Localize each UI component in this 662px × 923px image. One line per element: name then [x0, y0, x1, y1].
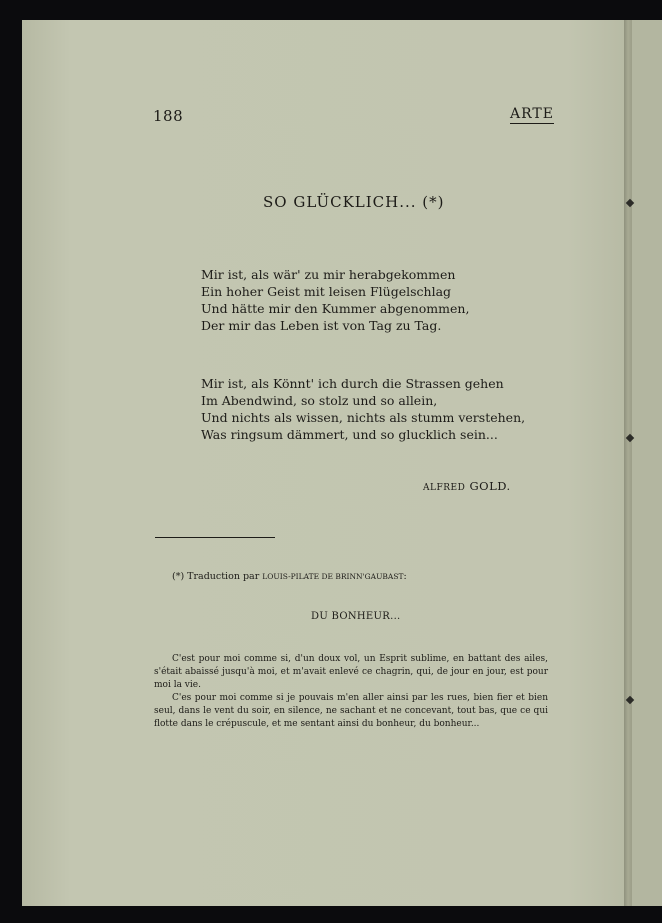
poem-line: Der mir das Leben ist von Tag zu Tag.: [201, 318, 442, 333]
poem-stanza-2: [201, 375, 525, 443]
poem-line: Ein hoher Geist mit leisen Flügelschlag: [201, 284, 452, 299]
poem-line: Mir ist, als Könnt' ich durch die Strassen gehen: [201, 376, 504, 391]
poem-line: Im Abendwind, so stolz und so allein,: [201, 393, 438, 408]
poem-title: SO GLÜCKLICH... (*): [263, 193, 445, 211]
poem-line: Was ringsum dämmert, und so glucklich sein...: [201, 427, 498, 442]
footnote-credit: [172, 571, 407, 582]
running-header: ARTE: [510, 106, 554, 122]
author-last-name: GOLD.: [469, 479, 511, 493]
footnote-prefix: (*) Traduction par: [172, 571, 260, 582]
translation-paragraph-1: C'est pour moi comme si, d'un doux vol, un Esprit sublime, en battant des ailes, s'était abaissé jusqu'à moi, et m'avait enlevé ce chagrin, qui, de jour en jour, est pour moi la vie.: [154, 654, 548, 690]
facing-page-edge: [632, 20, 662, 906]
poem-line: Mir ist, als wär' zu mir herabgekommen: [201, 267, 456, 282]
page-number: 188: [153, 107, 184, 125]
poem-author: [423, 479, 511, 493]
book-page: [22, 20, 628, 906]
footnote-suffix: :: [403, 571, 407, 582]
translation-paragraph-2: C'es pour moi comme si je pouvais m'en aller ainsi par les rues, bien fier et bien seul, dans le vent du soir, en silence, ne sachant et ne concevant, tout bas, que ce qui flotte dans le crépuscule, et me sentant ainsi du bonheur, du bonheur...: [154, 693, 548, 729]
poem-stanza-1: [201, 266, 469, 334]
translation-title: DU BONHEUR...: [311, 611, 401, 622]
translator-name: LOUIS-PILATE DE BRINN'GAUBAST: [262, 572, 404, 581]
footnote-divider: [155, 537, 275, 538]
poem-line: Und nichts als wissen, nichts als stumm verstehen,: [201, 410, 526, 425]
author-first-name: ALFRED: [423, 483, 466, 493]
book-spine: [624, 20, 632, 906]
poem-line: Und hätte mir den Kummer abgenommen,: [201, 301, 470, 316]
